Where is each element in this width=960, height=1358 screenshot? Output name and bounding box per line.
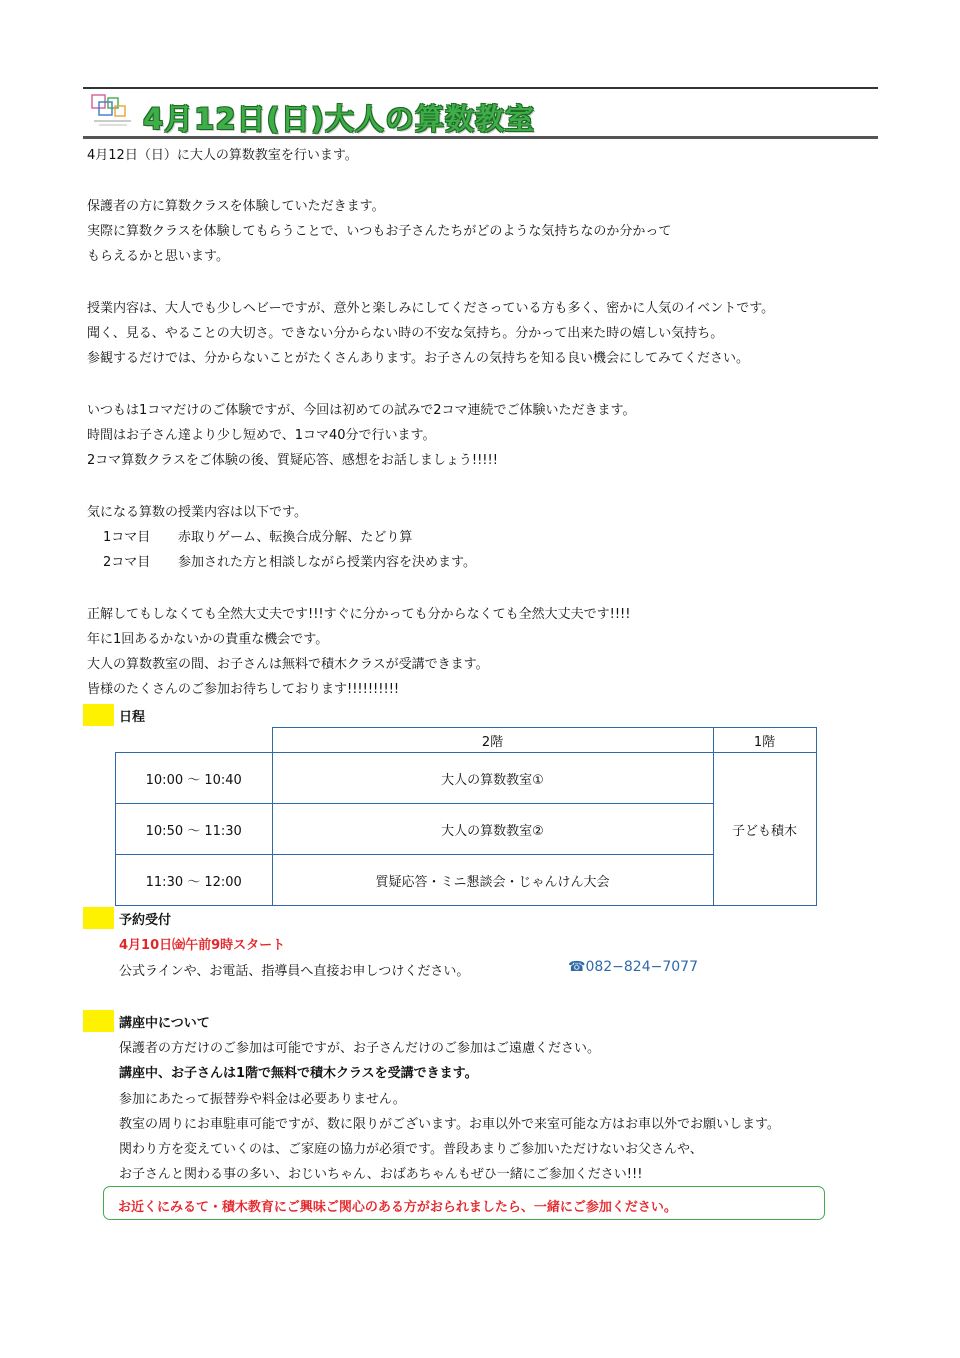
reservation-text: 公式ラインや、お電話、指導員へ直接お申しつけください。 [119, 964, 470, 979]
page-title: 4月12日(日)大人の算数教室 [143, 102, 536, 136]
header-2f: 2階 [272, 728, 713, 753]
paragraph-line: いつもは1コマだけのご体験ですが、今回は初めての試みで2コマ連続でご体験いただきます。 [87, 403, 636, 418]
schedule-heading: 日程 [119, 710, 146, 725]
table-row [116, 855, 817, 906]
paragraph-line: 2コマ算数クラスをご体験の後、質疑応答、感想をお話しましょう!!!!! [87, 453, 498, 468]
during-line: 教室の周りにお車駐車可能ですが、数に限りがございます。お車以外で来室可能な方はお車以外でお願いします。 [119, 1117, 780, 1132]
paragraph-line: 授業内容は、大人でも少しヘビーですが、意外と楽しみにしてくださっている方も多く、密かに人気のイベントです。 [87, 301, 775, 316]
table-corner-cell [116, 728, 273, 753]
period-label: 1コマ目 [103, 530, 151, 545]
reservation-heading: 予約受付 [119, 913, 172, 928]
during-line: 講座中、お子さんは1階で無料で積木クラスを受講できます。 [119, 1066, 478, 1081]
paragraph-line: 実際に算数クラスを体験してもらうことで、いつもお子さんたちがどのような気持ちなのか分かって [87, 224, 672, 239]
paragraph-line: 時間はお子さん達より少し短めで、1コマ40分で行います。 [87, 428, 436, 443]
schedule-time: 11:30 ～ 12:00 [116, 855, 273, 906]
section-highlight-marker [83, 704, 114, 726]
schedule-event: 大人の算数教室② [272, 804, 713, 855]
section-highlight-marker [83, 1010, 114, 1032]
closing-line: 正解してもしなくても全然大丈夫です!!!すぐに分かっても分からなくても全然大丈夫です!!!! [87, 607, 631, 622]
period-text: 赤取りゲーム、転換合成分解、たどり算 [178, 530, 413, 545]
during-heading: 講座中について [119, 1016, 210, 1031]
schedule-time: 10:50 ～ 11:30 [116, 804, 273, 855]
reservation-start: 4月10日㈮午前9時スタート [119, 938, 286, 953]
schedule-time: 10:00 ～ 10:40 [116, 753, 273, 804]
table-row [116, 804, 817, 855]
schedule-event: 質疑応答・ミニ懇談会・じゃんけん大会 [272, 855, 713, 906]
logo-icon [91, 94, 133, 128]
paragraph-line: 聞く、見る、やることの大切さ。できない分からない時の不安な気持ち。分かって出来た時の嬉しい気持ち。 [87, 326, 724, 341]
during-line: お子さんと関わる事の多い、おじいちゃん、おばあちゃんもぜひ一緒にご参加ください!!! [119, 1167, 643, 1182]
header-1f: 1階 [713, 728, 816, 753]
floor1-event: 子ども積木 [713, 753, 816, 906]
content-heading: 気になる算数の授業内容は以下です。 [87, 505, 307, 520]
phone-number[interactable]: ☎082−824−7077 [568, 959, 698, 975]
paragraph-line: 保護者の方に算数クラスを体験していただきます。 [87, 199, 385, 214]
intro-text: 4月12日（日）に大人の算数教室を行います。 [87, 148, 358, 163]
section-highlight-marker [83, 907, 114, 929]
header-top-rule [83, 87, 878, 89]
schedule-table [115, 727, 817, 906]
during-line: 参加にあたって振替券や料金は必要ありません。 [119, 1092, 406, 1107]
during-line: 保護者の方だけのご参加は可能ですが、お子さんだけのご参加はご遠慮ください。 [119, 1041, 601, 1056]
closing-line: 大人の算数教室の間、お子さんは無料で積木クラスが受講できます。 [87, 657, 489, 672]
table-row [116, 753, 817, 804]
during-line: 関わり方を変えていくのは、ご家庭の協力が必須です。普段あまりご参加いただけないお父さんや、 [119, 1142, 703, 1157]
invitation-note-box [103, 1186, 825, 1220]
period-label: 2コマ目 [103, 555, 151, 570]
closing-line: 皆様のたくさんのご参加お待ちしております!!!!!!!!!! [87, 682, 400, 697]
period-text: 参加された方と相談しながら授業内容を決めます。 [178, 555, 476, 570]
closing-line: 年に1回あるかないかの貴重な機会です。 [87, 632, 329, 647]
schedule-event: 大人の算数教室① [272, 753, 713, 804]
header-bottom-rule [83, 136, 878, 139]
paragraph-line: 参観するだけでは、分からないことがたくさんあります。お子さんの気持ちを知る良い機会にしてみてください。 [87, 351, 749, 366]
paragraph-line: もらえるかと思います。 [87, 249, 229, 264]
invitation-note: お近くにみるて・積木教育にご興味ご関心のある方がおられましたら、一緒にご参加ください。 [118, 1200, 677, 1215]
